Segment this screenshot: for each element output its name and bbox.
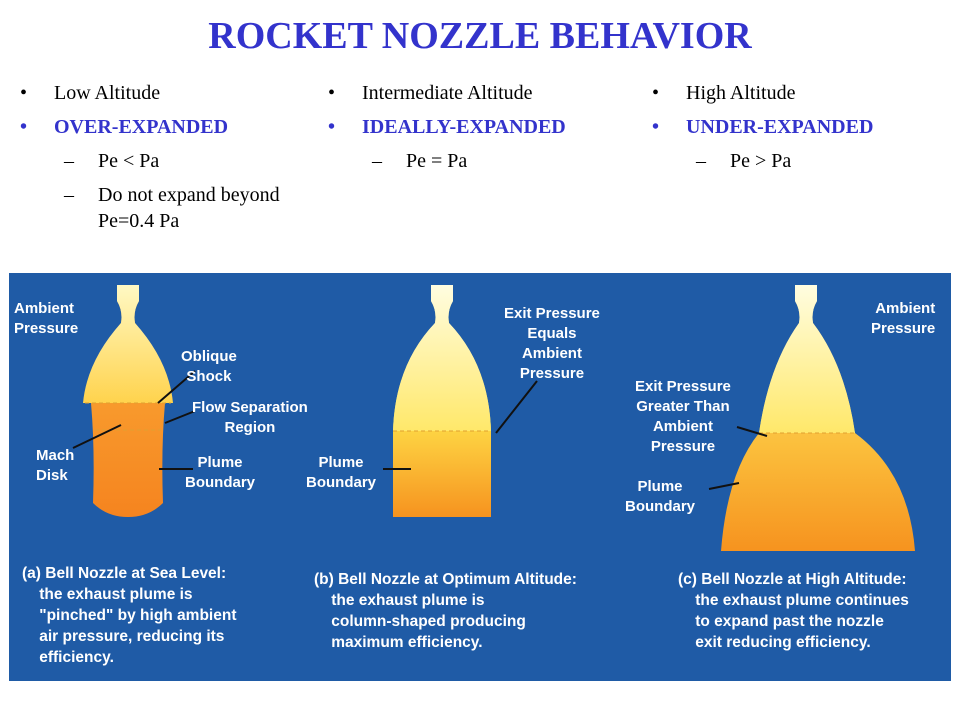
bullet-text: UNDER-EXPANDED (686, 116, 874, 138)
bullet-regime (652, 114, 873, 148)
bullet-text: Intermediate Altitude (362, 82, 533, 104)
label-ambient-pressure-c: Ambient Pressure (871, 300, 936, 337)
bullet-dot: • (20, 82, 28, 104)
bullet-dot: • (328, 82, 336, 104)
sub-bullet (328, 148, 566, 174)
sub-text: Pe < Pa (98, 150, 160, 172)
bullet-dot: • (20, 116, 28, 138)
bullet-dot: • (652, 82, 660, 104)
bullet-altitude (328, 80, 566, 114)
nozzle-a (73, 285, 195, 517)
bullet-regime (20, 114, 280, 148)
bullet-dot: • (328, 116, 336, 138)
sub-bullet (20, 148, 280, 174)
caption-c: (c) Bell Nozzle at High Altitude: the exhaust plume continues to expand past the nozzle exit reducing efficiency. (678, 571, 909, 651)
dash: – (64, 184, 74, 206)
dash: – (696, 150, 706, 172)
label-mach-disk: Mach Disk (36, 447, 75, 484)
label-exit-pressure-equals: Exit Pressure Equals Ambient Pressure (504, 305, 600, 382)
bullet-altitude (20, 80, 280, 114)
label-flow-separation: Flow Separation Region (192, 399, 308, 436)
caption-a: (a) Bell Nozzle at Sea Level: the exhaust plume is "pinched" by high ambient air pressure, reducing its efficiency. (22, 565, 237, 666)
column-intermediate-altitude (328, 80, 566, 182)
nozzle-diagram (9, 273, 951, 681)
bullet-text: IDEALLY-EXPANDED (362, 116, 566, 138)
column-high-altitude (652, 80, 873, 182)
sub-text: Pe > Pa (730, 150, 792, 172)
sub-bullet (652, 148, 873, 174)
bullet-altitude (652, 80, 873, 114)
bullet-regime (328, 114, 566, 148)
label-ambient-pressure-a: Ambient Pressure (14, 300, 79, 337)
bullet-text: High Altitude (686, 82, 796, 104)
label-plume-boundary-a: Plume Boundary (185, 454, 256, 491)
sub-text: Do not expand beyond Pe=0.4 Pa (98, 184, 280, 232)
bullet-dot: • (652, 116, 660, 138)
dash: – (372, 150, 382, 172)
dash: – (64, 150, 74, 172)
bullet-text: OVER-EXPANDED (54, 116, 229, 138)
label-exit-pressure-greater: Exit Pressure Greater Than Ambient Pressure (635, 378, 731, 455)
column-low-altitude (20, 80, 280, 242)
label-plume-boundary-b: Plume Boundary (306, 454, 377, 491)
sub-text: Pe = Pa (406, 150, 468, 172)
bullet-text: Low Altitude (54, 82, 161, 104)
caption-b: (b) Bell Nozzle at Optimum Altitude: the exhaust plume is column-shaped producing maximum efficiency. (314, 571, 577, 651)
label-plume-boundary-c: Plume Boundary (625, 478, 696, 515)
label-oblique-shock: Oblique Shock (181, 348, 237, 385)
sub-bullet (20, 182, 280, 234)
page-title: ROCKET NOZZLE BEHAVIOR (208, 15, 752, 57)
